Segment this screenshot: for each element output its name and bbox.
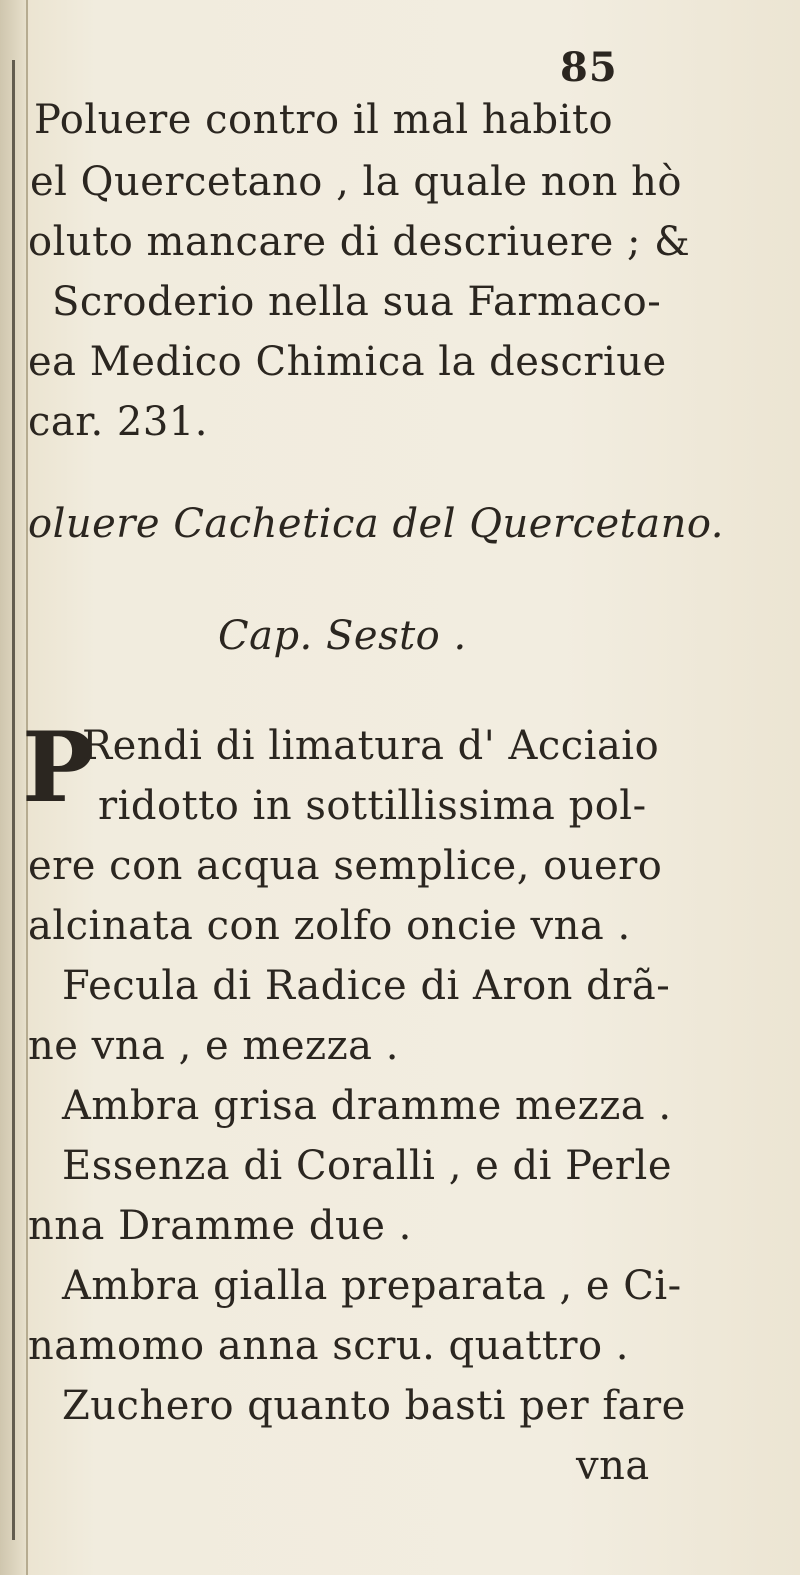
- body-line-11: namomo anna scru. quattro .: [28, 1323, 630, 1369]
- body-line-4: alcinata con zolfo oncie vna .: [28, 903, 631, 949]
- body-line-6: ne vna , e mezza .: [28, 1023, 399, 1069]
- body-line-1: Rendi di limatura d' Acciaio: [82, 723, 660, 769]
- drop-capital: P: [22, 711, 95, 824]
- text-line-1: Poluere contro il mal habito: [34, 97, 614, 143]
- text-line-6: car. 231.: [28, 399, 208, 445]
- gutter-binding-line: [12, 60, 15, 1540]
- chapter-heading: Cap. Sesto .: [218, 613, 467, 659]
- body-line-5: Fecula di Radice di Aron drã-: [62, 963, 671, 1009]
- text-line-5: ea Medico Chimica la descriue: [28, 339, 667, 385]
- body-line-12: Zuchero quanto basti per fare: [62, 1383, 686, 1429]
- section-heading: oluere Cachetica del Quercetano.: [28, 501, 724, 547]
- text-line-4: Scroderio nella sua Farmaco-: [52, 279, 662, 325]
- body-line-8: Essenza di Coralli , e di Perle: [62, 1143, 672, 1189]
- text-line-3: oluto mancare di descriuere ; &: [28, 219, 691, 265]
- text-line-2: el Quercetano , la quale non hò: [30, 159, 682, 205]
- body-line-7: Ambra grisa dramme mezza .: [62, 1083, 672, 1129]
- body-line-9: nna Dramme due .: [28, 1203, 412, 1249]
- body-line-2: ridotto in sottillissima pol-: [98, 783, 647, 829]
- catchword: vna: [576, 1443, 650, 1489]
- page-number: 85: [560, 44, 618, 91]
- body-line-3: ere con acqua semplice, ouero: [28, 843, 663, 889]
- body-line-10: Ambra gialla preparata , e Ci-: [62, 1263, 682, 1309]
